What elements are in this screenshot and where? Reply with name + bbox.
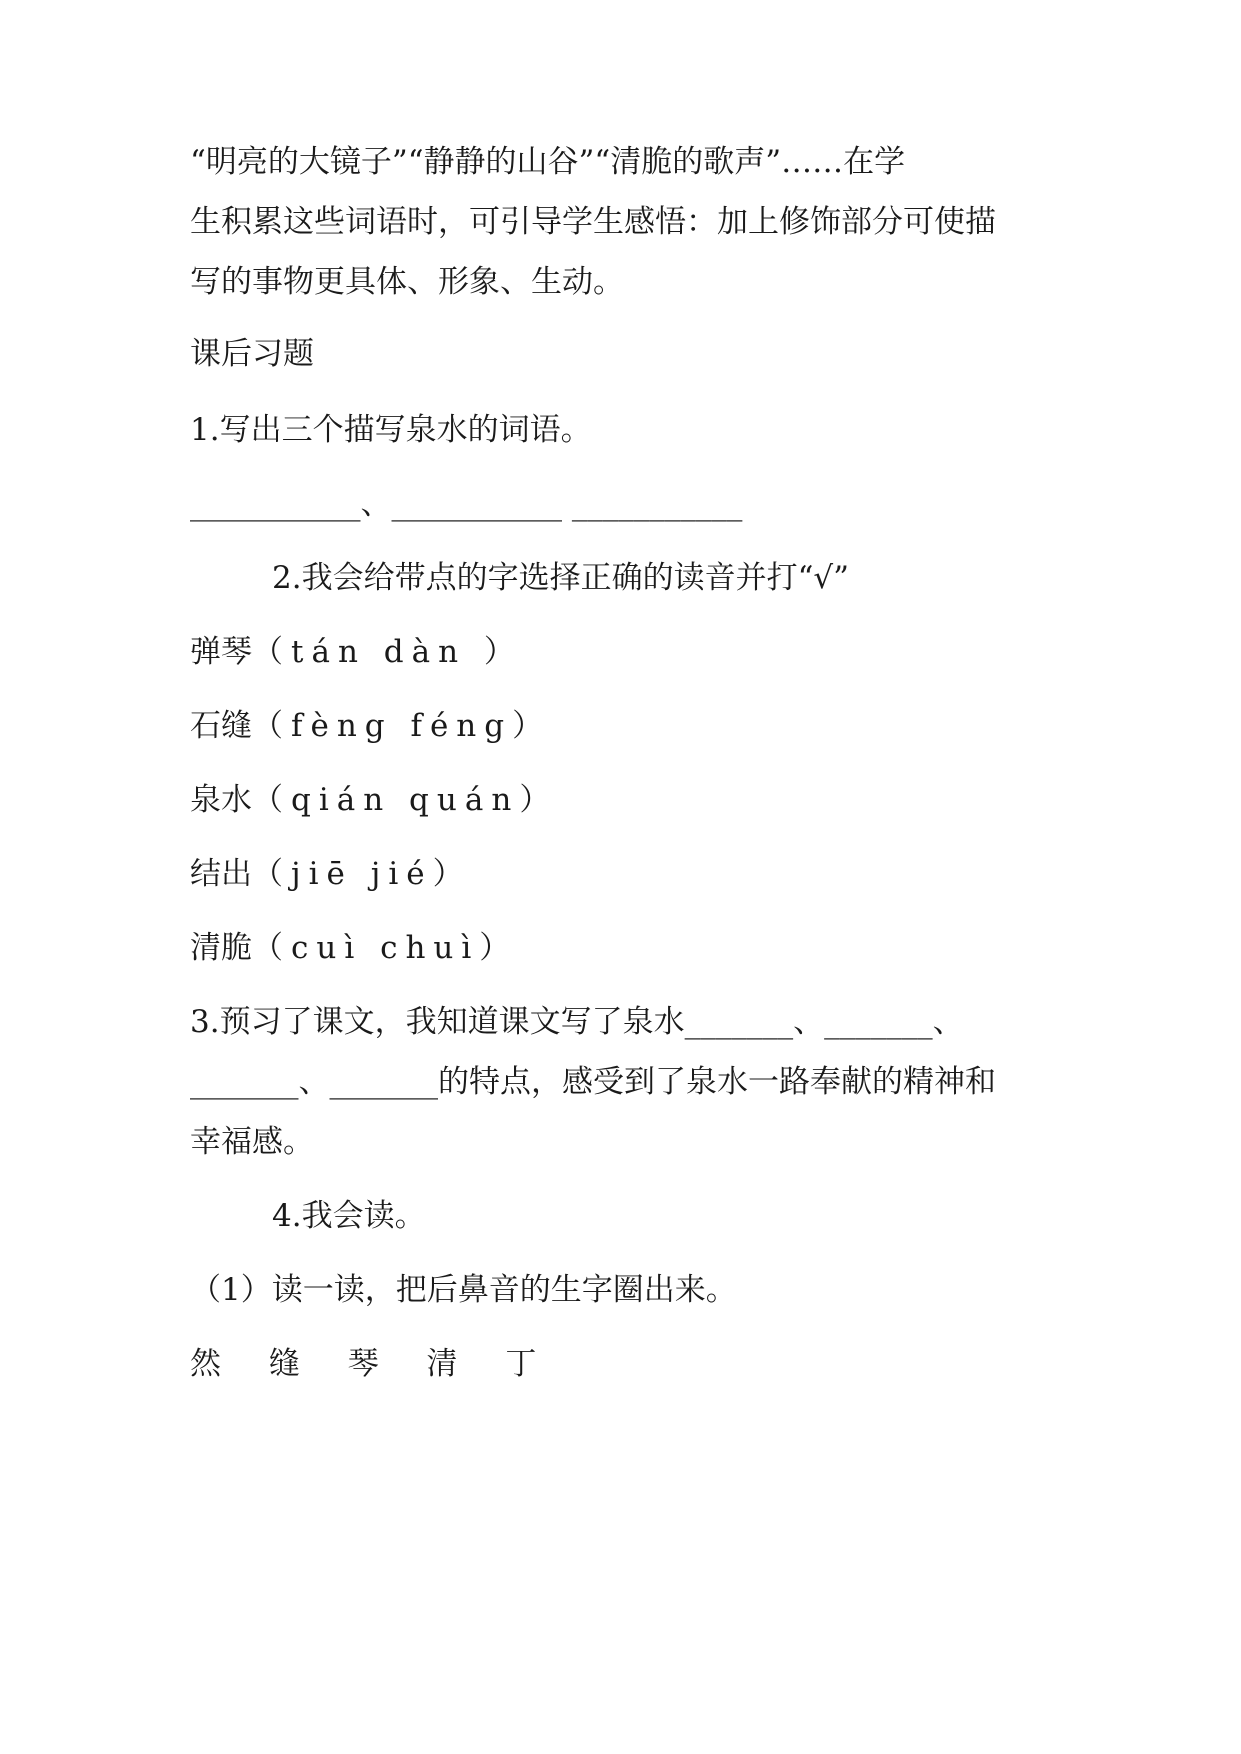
pinyin-item-options: （qián quán） bbox=[252, 782, 559, 818]
pinyin-item-options: （tán dàn ） bbox=[252, 634, 523, 670]
question-3-line-1: 3.预习了课文，我知道课文写了泉水_______、_______、 bbox=[190, 1004, 964, 1040]
question-3-line-3: 幸福感。 bbox=[190, 1124, 314, 1160]
intro-line-1: “明亮的大镜子”“静静的山谷”“清脆的歌声”……在学 bbox=[190, 144, 906, 180]
question-1-prompt: 1.写出三个描写泉水的词语。 bbox=[190, 412, 592, 448]
question-2-prompt: 2.我会给带点的字选择正确的读音并打“√” bbox=[272, 560, 850, 596]
question-4-prompt: 4.我会读。 bbox=[272, 1198, 426, 1234]
pinyin-item-word: 弹琴 bbox=[190, 634, 252, 670]
pinyin-item bbox=[190, 780, 558, 820]
pinyin-item-options: （cuì chuì） bbox=[252, 930, 519, 966]
question-3-line-2: _______、_______的特点，感受到了泉水一路奉献的精神和 bbox=[190, 1064, 996, 1100]
section-title: 课后习题 bbox=[190, 336, 314, 372]
pinyin-item bbox=[190, 632, 523, 672]
question-4-characters: 然 缝 琴 清 丁 bbox=[190, 1346, 551, 1382]
intro-line-3: 写的事物更具体、形象、生动。 bbox=[190, 264, 624, 300]
intro-line-2: 生积累这些词语时，可引导学生感悟：加上修饰部分可使描 bbox=[190, 204, 996, 240]
pinyin-item-word: 结出 bbox=[190, 856, 252, 892]
pinyin-item-word: 泉水 bbox=[190, 782, 252, 818]
pinyin-item bbox=[190, 706, 551, 746]
pinyin-item bbox=[190, 928, 518, 968]
pinyin-item bbox=[190, 854, 472, 894]
pinyin-item-options: （fèng féng） bbox=[252, 708, 552, 744]
question-1-blanks: ___________、___________ ___________ bbox=[190, 486, 743, 522]
pinyin-item-options: （jiē jié） bbox=[252, 856, 472, 892]
question-4-sub-1: （1）读一读，把后鼻音的生字圈出来。 bbox=[190, 1272, 737, 1308]
pinyin-item-word: 石缝 bbox=[190, 708, 252, 744]
document-page bbox=[190, 0, 1070, 1754]
pinyin-item-word: 清脆 bbox=[190, 930, 252, 966]
